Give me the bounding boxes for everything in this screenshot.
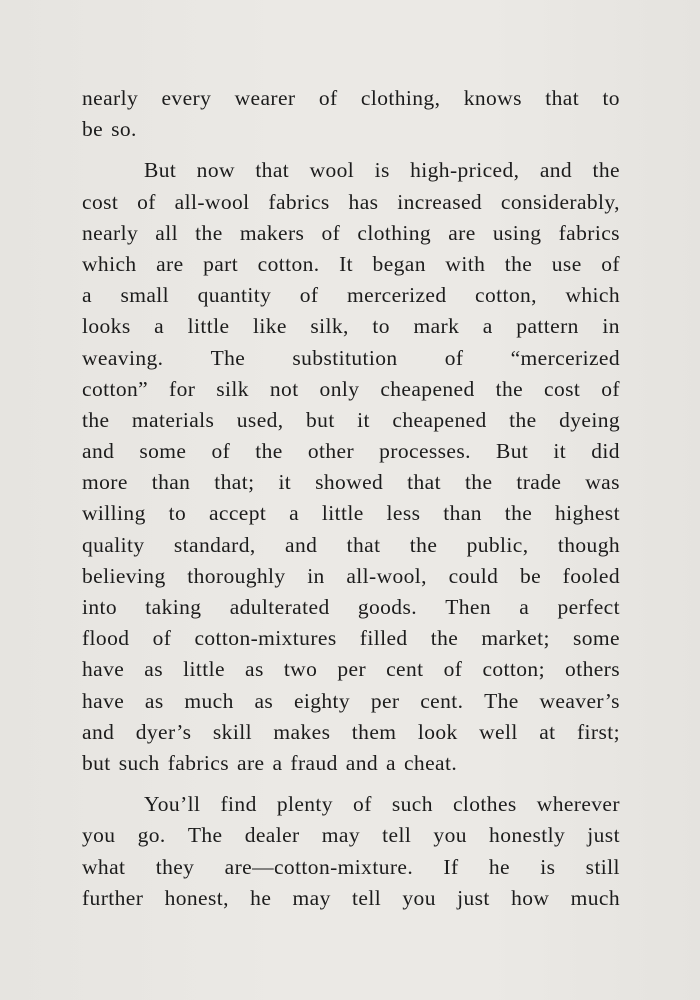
- text-line: But now that wool is high-priced, and the: [144, 158, 620, 183]
- text-line: into taking adulterated goods. Then a perfect: [82, 595, 620, 619]
- text-line: You’ll find plenty of such clothes wherever: [144, 792, 620, 817]
- text-line: quality standard, and that the public, though: [82, 532, 620, 557]
- text-line: which are part cotton. It began with the use of: [82, 251, 620, 276]
- text-line: but such fabrics are a fraud and a cheat.: [82, 750, 458, 775]
- text-line: be so.: [82, 117, 137, 142]
- text-line: weaving. The substitution of “mercerized: [82, 345, 620, 370]
- paragraph-gap: [82, 145, 620, 155]
- text-line: nearly every wearer of clothing, knows that to: [82, 86, 620, 110]
- text-line: believing thoroughly in all-wool, could be fooled: [82, 563, 620, 588]
- text-line: further honest, he may tell you just how much: [82, 885, 620, 910]
- paragraph: [82, 83, 620, 145]
- text-line: and dyer’s skill makes them look well at first;: [82, 719, 620, 744]
- text-line: you go. The dealer may tell you honestly just: [82, 823, 620, 848]
- text-line: and some of the other processes. But it did: [82, 439, 620, 464]
- text-line: cost of all-wool fabrics has increased considerably,: [82, 189, 620, 214]
- text-line: flood of cotton-mixtures filled the market; some: [82, 626, 620, 651]
- body-text: [82, 83, 620, 914]
- text-line: willing to accept a little less than the highest: [82, 501, 620, 526]
- text-line: what they are—cotton-mixture. If he is still: [82, 854, 620, 879]
- text-line: nearly all the makers of clothing are using fabrics: [82, 220, 620, 245]
- paragraph: [82, 789, 620, 914]
- text-line: have as little as two per cent of cotton; others: [82, 657, 620, 682]
- text-line: cotton” for silk not only cheapened the cost of: [82, 376, 620, 401]
- paragraph: [82, 155, 620, 779]
- paragraph-gap: [82, 779, 620, 789]
- text-line: looks a little like silk, to mark a pattern in: [82, 314, 620, 339]
- text-line: the materials used, but it cheapened the dyeing: [82, 407, 620, 432]
- text-line: more than that; it showed that the trade was: [82, 470, 620, 495]
- text-line: have as much as eighty per cent. The weaver’s: [82, 688, 620, 713]
- text-line: a small quantity of mercerized cotton, which: [82, 283, 620, 308]
